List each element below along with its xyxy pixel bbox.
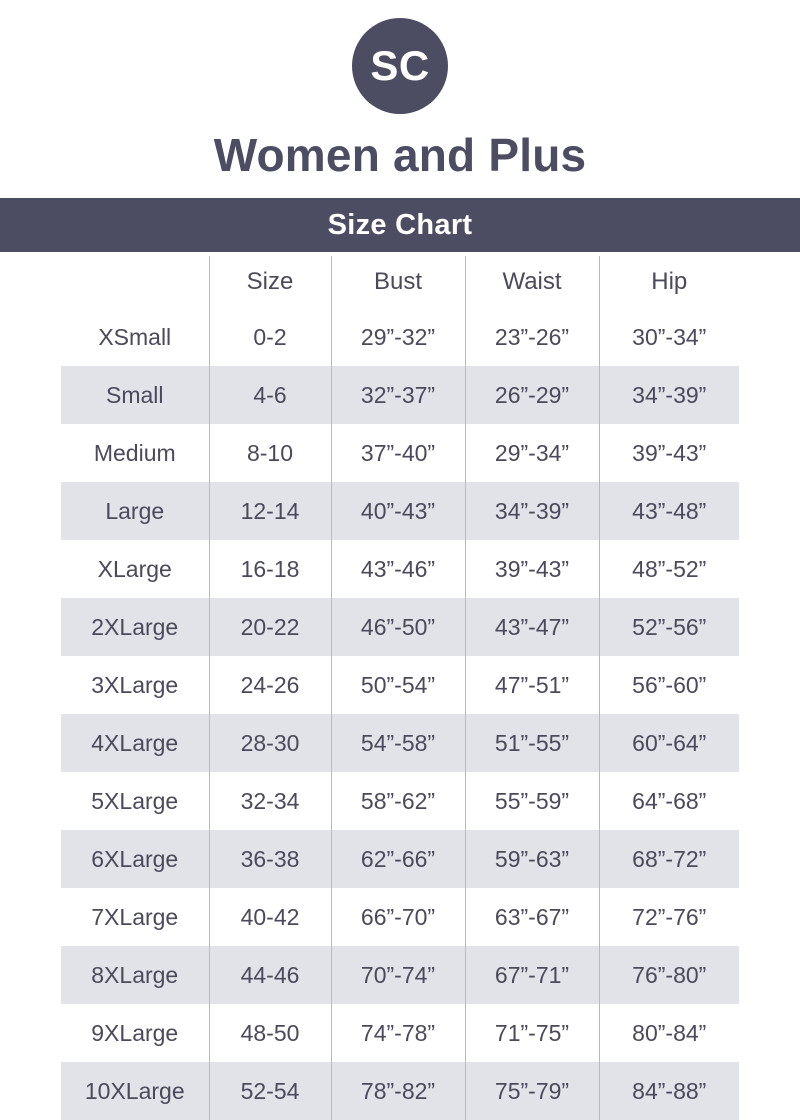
cell-size: 36-38 xyxy=(209,830,331,888)
table-row xyxy=(61,540,739,598)
cell-size: 32-34 xyxy=(209,772,331,830)
cell-size: 8-10 xyxy=(209,424,331,482)
cell-size-label: 9XLarge xyxy=(91,1019,179,1046)
cell-hip: 72”-76” xyxy=(599,888,739,946)
cell-size: 0-2 xyxy=(209,308,331,366)
cell-waist: 39”-43” xyxy=(465,540,599,598)
table-header-row xyxy=(61,256,739,308)
cell-bust: 78”-82” xyxy=(331,1062,465,1120)
cell-waist: 67”-71” xyxy=(465,946,599,1004)
cell-size: 4-6 xyxy=(209,366,331,424)
cell-size-label: 3XLarge xyxy=(91,671,179,698)
cell-waist: 34”-39” xyxy=(465,482,599,540)
cell-bust: 40”-43” xyxy=(331,482,465,540)
column-header-hip: Hip xyxy=(599,256,739,308)
table-row xyxy=(61,1062,739,1120)
column-header-bust: Bust xyxy=(331,256,465,308)
logo-text: SC xyxy=(370,42,430,89)
table-row xyxy=(61,714,739,772)
cell-size-label: 4XLarge xyxy=(61,714,209,772)
table-header xyxy=(61,256,739,308)
page-title: Women and Plus xyxy=(213,129,587,181)
cell-hip: 56”-60” xyxy=(599,656,739,714)
banner-label: Size Chart xyxy=(327,208,473,241)
cell-size-label: 7XLarge xyxy=(91,903,179,930)
table-row xyxy=(61,366,739,424)
table-row xyxy=(61,482,739,540)
cell-size-label: Large xyxy=(61,482,209,540)
cell-waist: 47”-51” xyxy=(465,656,599,714)
cell-size: 40-42 xyxy=(209,888,331,946)
cell-size: 12-14 xyxy=(209,482,331,540)
cell-hip: 39”-43” xyxy=(599,424,739,482)
cell-waist: 63”-67” xyxy=(465,888,599,946)
cell-bust: 70”-74” xyxy=(331,946,465,1004)
cell-bust: 43”-46” xyxy=(331,540,465,598)
cell-size: 16-18 xyxy=(209,540,331,598)
cell-waist: 51”-55” xyxy=(465,714,599,772)
table-row xyxy=(61,888,739,946)
cell-bust: 62”-66” xyxy=(331,830,465,888)
cell-size: 20-22 xyxy=(209,598,331,656)
cell-hip: 80”-84” xyxy=(599,1004,739,1062)
cell-waist: 23”-26” xyxy=(465,308,599,366)
cell-size-label: Small xyxy=(61,366,209,424)
size-chart-banner xyxy=(0,198,800,252)
cell-waist: 55”-59” xyxy=(465,772,599,830)
cell-size: 44-46 xyxy=(209,946,331,1004)
table-row xyxy=(61,830,739,888)
cell-bust: 54”-58” xyxy=(331,714,465,772)
cell-hip: 76”-80” xyxy=(599,946,739,1004)
cell-waist: 59”-63” xyxy=(465,830,599,888)
table-body xyxy=(61,308,739,1120)
sc-monogram-logo-icon xyxy=(352,18,448,114)
cell-hip: 64”-68” xyxy=(599,772,739,830)
cell-size-label: XSmall xyxy=(98,323,172,350)
column-header-label xyxy=(61,256,209,308)
cell-waist: 75”-79” xyxy=(465,1062,599,1120)
column-header-waist: Waist xyxy=(465,256,599,308)
cell-size: 28-30 xyxy=(209,714,331,772)
table-row xyxy=(61,772,739,830)
cell-bust: 32”-37” xyxy=(331,366,465,424)
cell-size-label: 2XLarge xyxy=(61,598,209,656)
cell-size: 48-50 xyxy=(209,1004,331,1062)
cell-size: 52-54 xyxy=(209,1062,331,1120)
cell-size-label: Medium xyxy=(93,439,176,466)
cell-hip: 48”-52” xyxy=(599,540,739,598)
table-row xyxy=(61,946,739,1004)
cell-size-label: 10XLarge xyxy=(61,1062,209,1120)
table-row xyxy=(61,656,739,714)
table-row xyxy=(61,308,739,366)
cell-hip: 43”-48” xyxy=(599,482,739,540)
cell-hip: 34”-39” xyxy=(599,366,739,424)
cell-waist: 26”-29” xyxy=(465,366,599,424)
size-chart-table xyxy=(61,256,739,1120)
cell-hip: 30”-34” xyxy=(599,308,739,366)
cell-hip: 52”-56” xyxy=(599,598,739,656)
cell-size-label: XLarge xyxy=(97,555,172,582)
table-row xyxy=(61,1004,739,1062)
cell-bust: 58”-62” xyxy=(331,772,465,830)
cell-bust: 50”-54” xyxy=(331,656,465,714)
column-header-size: Size xyxy=(209,256,331,308)
cell-waist: 43”-47” xyxy=(465,598,599,656)
cell-waist: 71”-75” xyxy=(465,1004,599,1062)
cell-waist: 29”-34” xyxy=(465,424,599,482)
cell-hip: 68”-72” xyxy=(599,830,739,888)
cell-size-label: 5XLarge xyxy=(91,787,179,814)
table-row xyxy=(61,598,739,656)
table-row xyxy=(61,424,739,482)
cell-size: 24-26 xyxy=(209,656,331,714)
logo-container xyxy=(0,18,800,114)
size-chart-table-container xyxy=(0,252,800,1120)
cell-bust: 29”-32” xyxy=(331,308,465,366)
cell-bust: 46”-50” xyxy=(331,598,465,656)
cell-bust: 37”-40” xyxy=(331,424,465,482)
cell-hip: 60”-64” xyxy=(599,714,739,772)
cell-size-label: 6XLarge xyxy=(61,830,209,888)
cell-size-label: 8XLarge xyxy=(61,946,209,1004)
cell-bust: 66”-70” xyxy=(331,888,465,946)
cell-bust: 74”-78” xyxy=(331,1004,465,1062)
cell-hip: 84”-88” xyxy=(599,1062,739,1120)
